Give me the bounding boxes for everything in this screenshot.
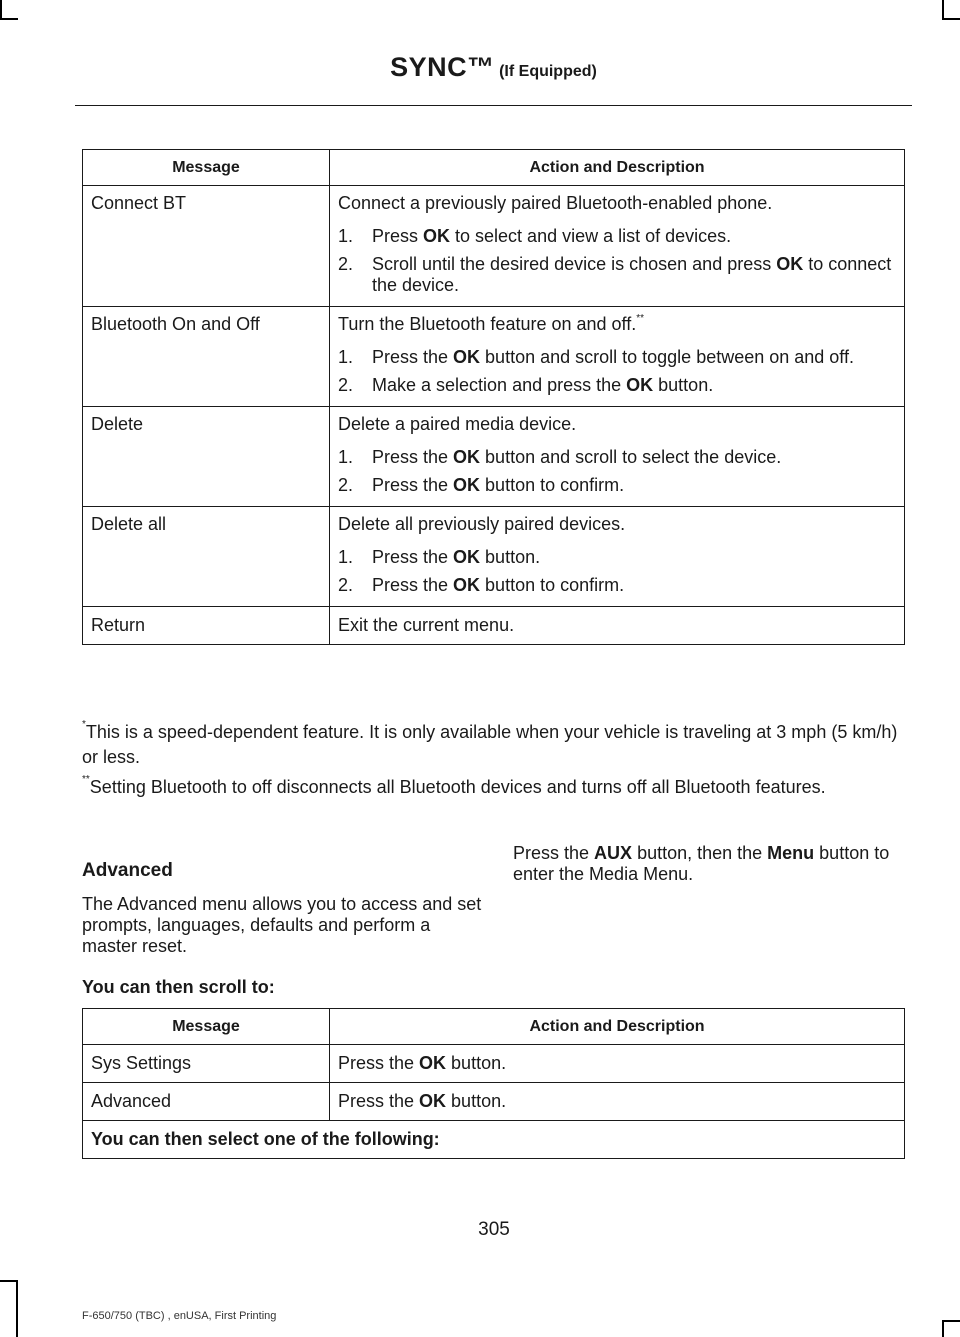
action-text: button.: [446, 1053, 507, 1073]
step-number: 2.: [338, 254, 354, 274]
step-text: Press the: [372, 347, 454, 367]
step-text: to select and view a list of devices.: [450, 226, 732, 246]
footnote-marker: *: [82, 719, 86, 730]
header-title: SYNC™: [390, 52, 495, 82]
table-body: [83, 1045, 905, 1159]
step-text: button to confirm.: [480, 475, 625, 495]
description-text: Delete a paired media device.: [338, 414, 577, 434]
crop-mark: [942, 0, 944, 20]
advanced-body: The Advanced menu allows you to access and set prompts, languages, defaults and perform a master reset.: [82, 894, 482, 956]
table-body: [83, 186, 905, 645]
action-description: [338, 193, 896, 214]
step-text: Press the: [372, 475, 454, 495]
action-description: [338, 414, 896, 435]
span-row-cell: You can then select one of the following:: [83, 1121, 905, 1159]
ok-button-label: OK: [453, 547, 481, 567]
action-text: button.: [446, 1091, 507, 1111]
step-text: button to confirm.: [480, 575, 625, 595]
table-row: [83, 507, 905, 607]
table-header-row: [83, 150, 905, 186]
description-text: Exit the current menu.: [338, 615, 515, 635]
message-cell: Delete: [83, 407, 330, 507]
crop-mark: [942, 1320, 960, 1322]
advanced-section: [82, 860, 482, 957]
instruction-text: button, then the: [632, 843, 768, 863]
action-cell: [330, 507, 905, 607]
step-text: Press: [372, 226, 424, 246]
step-text: Press the: [372, 547, 454, 567]
menu-button-label: Menu: [767, 843, 815, 863]
step-item: [338, 226, 896, 247]
table-row: [83, 607, 905, 645]
step-number: 2.: [338, 575, 354, 595]
message-cell: Bluetooth On and Off: [83, 307, 330, 407]
ok-button-label: OK: [626, 375, 654, 395]
aux-button-label: AUX: [594, 843, 633, 863]
step-text: Press the: [372, 575, 454, 595]
description-text: Turn the Bluetooth feature on and off.: [338, 314, 637, 334]
step-list: [338, 347, 896, 396]
footnote-marker: **: [636, 313, 645, 324]
action-text: Press the: [338, 1053, 420, 1073]
action-cell: [330, 307, 905, 407]
table-row: [83, 1045, 905, 1083]
table-row: [83, 407, 905, 507]
step-number: 2.: [338, 375, 354, 395]
bluetooth-messages-table: [82, 149, 905, 645]
step-text: Press the: [372, 447, 454, 467]
description-text: Connect a previously paired Bluetooth-enabled phone.: [338, 193, 773, 213]
step-item: [338, 347, 896, 368]
page-footer: F-650/750 (TBC) , enUSA, First Printing: [82, 1310, 277, 1322]
message-cell: Connect BT: [83, 186, 330, 307]
ok-button-label: OK: [419, 1091, 447, 1111]
header-subtitle: (If Equipped): [499, 63, 597, 80]
step-text: Scroll until the desired device is chosen and press: [372, 254, 777, 274]
footnote-text: Setting Bluetooth to off disconnects all Bluetooth devices and turns off all Bluetooth features.: [89, 777, 826, 797]
table-row: [83, 1083, 905, 1121]
instruction-text: Press the: [513, 843, 595, 863]
step-item: [338, 375, 896, 396]
crop-mark: [16, 1280, 18, 1337]
step-text: Make a selection and press the: [372, 375, 627, 395]
column-header-action: Action and Description: [330, 150, 905, 186]
table-header-row: [83, 1009, 905, 1045]
step-list: [338, 226, 896, 296]
step-item: [338, 547, 896, 568]
crop-mark: [942, 18, 960, 20]
scroll-label: You can then scroll to:: [82, 977, 275, 997]
step-text: button.: [653, 375, 714, 395]
table-row: [83, 307, 905, 407]
step-number: 1.: [338, 226, 354, 246]
page-header: [75, 52, 912, 83]
description-text: Delete all previously paired devices.: [338, 514, 626, 534]
action-cell: [330, 407, 905, 507]
action-cell: [330, 1045, 905, 1083]
action-description: [338, 615, 896, 636]
table-row: [83, 1121, 905, 1159]
column-header-action: Action and Description: [330, 1009, 905, 1045]
step-number: 1.: [338, 447, 354, 467]
header-rule: [75, 105, 912, 106]
footnote-text: This is a speed-dependent feature. It is only available when your vehicle is traveling at 3 mph (5 km/h) or less.: [82, 722, 898, 767]
action-cell: [330, 186, 905, 307]
action-description: [338, 514, 896, 535]
step-number: 1.: [338, 547, 354, 567]
step-number: 2.: [338, 475, 354, 495]
ok-button-label: OK: [776, 254, 804, 274]
action-text: Press the: [338, 1091, 420, 1111]
action-cell: [330, 607, 905, 645]
instruction-text: button to enter the Media Menu.: [513, 843, 890, 884]
message-cell: Return: [83, 607, 330, 645]
ok-button-label: OK: [453, 575, 481, 595]
ok-button-label: OK: [453, 347, 481, 367]
aux-instruction: [513, 843, 908, 885]
footnote-bluetooth-off: [82, 775, 912, 800]
step-item: [338, 575, 896, 596]
step-item: [338, 447, 896, 468]
message-cell: Delete all: [83, 507, 330, 607]
step-text: button.: [480, 547, 541, 567]
footnote-speed: [82, 720, 912, 770]
ok-button-label: OK: [423, 226, 451, 246]
message-cell: Advanced: [83, 1083, 330, 1121]
step-text: button and scroll to toggle between on and off.: [480, 347, 854, 367]
message-cell: Sys Settings: [83, 1045, 330, 1083]
step-list: [338, 547, 896, 596]
step-item: [338, 254, 896, 296]
ok-button-label: OK: [419, 1053, 447, 1073]
menu-scroll-table: [82, 1008, 905, 1159]
page-number: 305: [478, 1219, 510, 1240]
step-item: [338, 475, 896, 496]
ok-button-label: OK: [453, 447, 481, 467]
ok-button-label: OK: [453, 475, 481, 495]
footnote-marker: **: [82, 774, 90, 785]
step-number: 1.: [338, 347, 354, 367]
advanced-heading: Advanced: [82, 860, 173, 881]
action-description: [338, 314, 896, 335]
step-text: to connect the device.: [372, 254, 892, 295]
column-header-message: Message: [83, 150, 330, 186]
crop-mark: [0, 0, 2, 18]
crop-mark: [0, 18, 18, 20]
step-list: [338, 447, 896, 496]
column-header-message: Message: [83, 1009, 330, 1045]
table-row: [83, 186, 905, 307]
crop-mark: [942, 1320, 944, 1337]
step-text: button and scroll to select the device.: [480, 447, 782, 467]
action-cell: [330, 1083, 905, 1121]
